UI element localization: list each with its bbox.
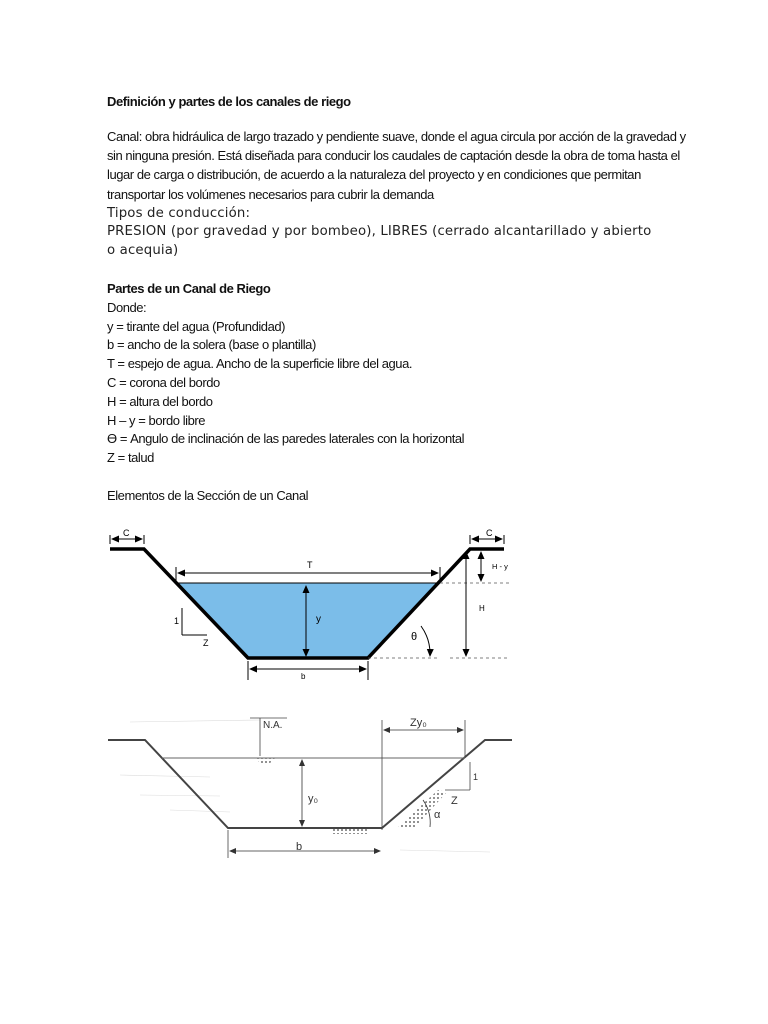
label-t: T	[307, 560, 313, 570]
definition-item: b = ancho de la solera (base o plantilla)	[107, 337, 316, 352]
canal-sketch-diagram	[100, 700, 520, 880]
definition-item: H – y = bordo libre	[107, 413, 206, 428]
definition-item: C = corona del bordo	[107, 375, 220, 390]
label-b: b	[301, 672, 306, 681]
partes-heading: Partes de un Canal de Riego	[107, 281, 271, 296]
label-theta: θ	[411, 631, 418, 643]
definition-item: Z = talud	[107, 450, 154, 465]
label-y: y	[316, 614, 321, 625]
donde-label: Donde:	[107, 300, 147, 315]
paragraph-line: transportar los volúmenes necesarios para cubrir la demanda	[107, 186, 434, 202]
label-c-right: C	[486, 528, 493, 538]
label-h-minus-y: H - y	[492, 562, 508, 571]
definition-item: y = tirante del agua (Profundidad)	[107, 319, 286, 334]
tipos-line-1: PRESION (por gravedad y por bombeo), LIBRES (cerrado alcantarillado y abierto	[107, 224, 652, 239]
page-title: Definición y partes de los canales de riego	[107, 94, 351, 109]
definition-item: H = altura del bordo	[107, 394, 213, 409]
label-c-left: C	[123, 528, 130, 538]
canal-definition-paragraph	[107, 127, 686, 204]
definition-item: ϴ = Angulo de inclinación de las paredes laterales con la horizontal	[107, 431, 465, 446]
label-one: 1	[174, 616, 180, 626]
label-b-2: b	[296, 841, 303, 853]
water-area	[176, 583, 440, 658]
label-na: N.A.	[263, 720, 283, 731]
label-y0: y₀	[308, 793, 319, 805]
label-z: Z	[203, 638, 209, 648]
canal-section-diagram	[100, 520, 520, 690]
paragraph-line: sin ninguna presión. Está diseñada para conducir los caudales de captación desde la obra de toma hasta el	[107, 148, 680, 164]
tipos-line-2: o acequia)	[107, 243, 179, 258]
canal-outline	[108, 740, 512, 828]
label-z-2: Z	[451, 795, 458, 807]
label-zy0: Zy₀	[410, 717, 427, 729]
label-one-2: 1	[473, 772, 479, 782]
label-alpha: α	[434, 809, 441, 821]
paragraph-line: lugar de carga o distribución, de acuerdo a la naturaleza del proyecto y en condiciones que permitan	[107, 167, 641, 183]
tipos-heading: Tipos de conducción:	[107, 206, 251, 221]
figure-caption: Elementos de la Sección de un Canal	[107, 488, 309, 503]
label-h: H	[479, 604, 485, 613]
paragraph-line: Canal: obra hidráulica de largo trazado y pendiente suave, donde el agua circula por acción de la gravedad y	[107, 129, 686, 144]
definition-item: T = espejo de agua. Ancho de la superficie libre del agua.	[107, 356, 413, 371]
